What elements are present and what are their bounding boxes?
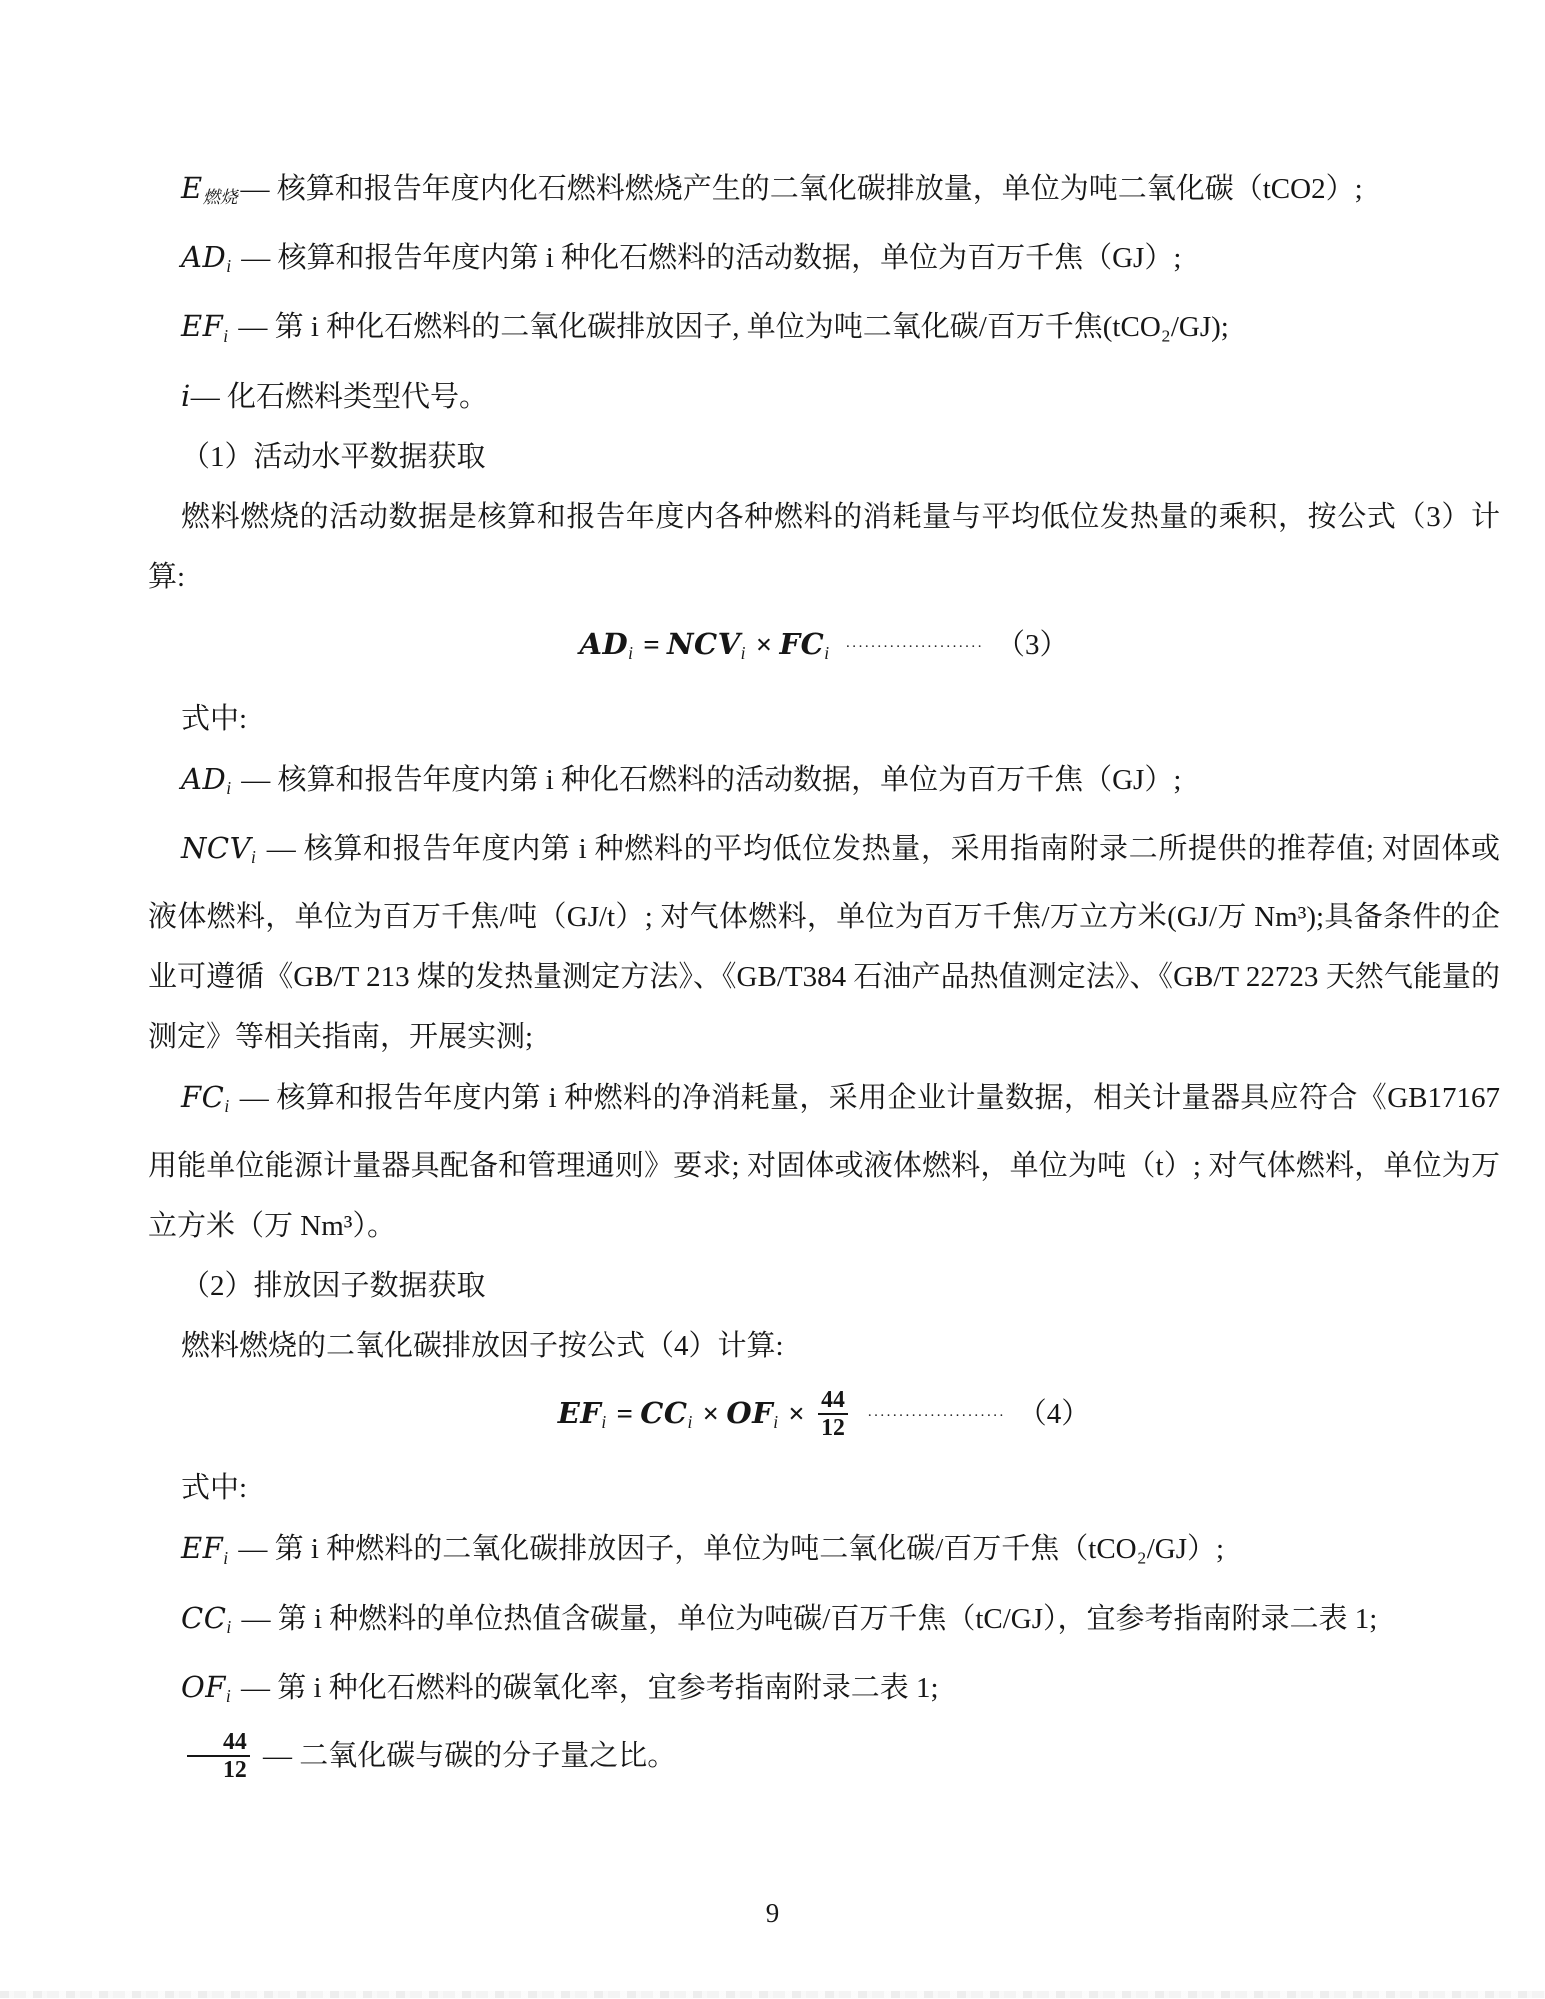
math-subscript: i — [226, 1616, 232, 1637]
text-run: （1）活动水平数据获取 — [181, 440, 486, 473]
fraction-numerator: 44 — [821, 1387, 845, 1414]
fraction — [818, 1387, 848, 1441]
formula-line — [148, 607, 1500, 689]
math-variable: AD — [579, 626, 629, 661]
math-operator: × — [781, 1398, 813, 1431]
math-variable: NCV — [181, 830, 252, 865]
text-run: — 核算和报告年度内第 i 种燃料的平均低位发热量，采用指南附录二所提供的推荐值; 对固体或液体燃料，单位为百万千焦/吨（GJ/t）; 对气体燃料，单位为百万千焦/万立方米(GJ/万 Nm³);具备条件的企业可遵循《GB/T 213 煤的发热量测定方法》、《GB/T384 石油产品热值测定法》、《GB/T 22723 天然气能量的测定》等相关指南，开展实测; — [148, 832, 1500, 1054]
math-subscript: i — [740, 642, 746, 663]
fraction-denominator: 12 — [187, 1755, 250, 1783]
paragraph — [148, 487, 1500, 607]
paragraph — [148, 427, 1500, 487]
math-variable: CC — [640, 1396, 688, 1431]
math-subscript: 燃烧 — [202, 187, 238, 208]
paragraph — [148, 1588, 1500, 1657]
math-variable: NCV — [667, 626, 741, 661]
dot-leader: ...................... — [846, 634, 984, 651]
text-run: （3） — [995, 628, 1069, 661]
paragraph — [148, 1256, 1500, 1316]
math-variable: EF — [557, 1396, 602, 1431]
text-run: — 第 i 种燃料的单位热值含碳量，单位为吨碳/百万千焦（tC/GJ），宜参考指南附录二表 1; — [234, 1602, 1378, 1635]
math-subscript: i — [773, 1412, 779, 1433]
paragraph — [148, 366, 1500, 427]
math-variable: CC — [181, 1600, 227, 1635]
text-run: — 第 i 种化石燃料的碳氧化率，宜参考指南附录二表 1; — [233, 1671, 939, 1704]
paragraph — [148, 1316, 1500, 1376]
math-operator: = — [636, 628, 668, 661]
text-run: 燃料燃烧的二氧化碳排放因子按公式（4）计算: — [181, 1330, 784, 1363]
paragraph — [148, 1518, 1500, 1587]
math-variable: EF — [181, 1531, 224, 1566]
math-variable: i — [181, 378, 191, 413]
fraction — [187, 1729, 250, 1783]
math-subscript: i — [226, 777, 232, 798]
math-variable: FC — [779, 626, 825, 661]
math-operator: × — [748, 628, 780, 661]
text-run: — 核算和报告年度内第 i 种燃料的净消耗量，采用企业计量数据，相关计量器具应符合《GB17167 用能单位能源计量器具配备和管理通则》要求; 对固体或液体燃料，单位为吨（t）; 对气体燃料，单位为万立方米（万 Nm³）。 — [148, 1082, 1500, 1243]
math-operator: = — [609, 1398, 641, 1431]
text-run: — 核算和报告年度内化石燃料燃烧产生的二氧化碳排放量，单位为吨二氧化碳（tCO2）; — [240, 173, 1363, 205]
math-variable: AD — [181, 761, 227, 796]
text-run: — 核算和报告年度内第 i 种化石燃料的活动数据，单位为百万千焦（GJ）; — [234, 242, 1182, 275]
math-subscript: i — [224, 1096, 230, 1117]
document-body — [148, 158, 1500, 1786]
math-variable: OF — [726, 1396, 774, 1431]
math-variable: AD — [181, 240, 227, 275]
page-number: 9 — [765, 1898, 780, 1928]
fraction-denominator: 12 — [818, 1413, 848, 1441]
math-subscript: i — [225, 1685, 231, 1706]
text-run: （4） — [1017, 1398, 1091, 1431]
paragraph — [148, 1067, 1500, 1256]
text-run: （2）排放因子数据获取 — [181, 1270, 486, 1303]
paragraph — [148, 689, 1500, 749]
math-subscript: i — [824, 642, 830, 663]
paragraph — [148, 749, 1500, 818]
math-subscript: i — [601, 1412, 607, 1433]
math-variable: FC — [181, 1080, 225, 1115]
text-run: — 第 i 种燃料的二氧化碳排放因子，单位为吨二氧化碳/百万千焦（tCO₂/GJ）; — [231, 1533, 1225, 1566]
text-run: 燃料燃烧的活动数据是核算和报告年度内各种燃料的消耗量与平均低位发热量的乘积，按公式（3）计算: — [148, 500, 1500, 593]
text-run: — 化石燃料类型代号。 — [190, 380, 489, 413]
math-subscript: i — [226, 256, 232, 277]
paragraph — [148, 1458, 1500, 1518]
math-subscript: i — [223, 1547, 229, 1568]
math-subscript: i — [223, 325, 229, 346]
math-variable: OF — [181, 1669, 226, 1704]
math-variable: E — [181, 171, 203, 205]
paragraph — [148, 1726, 1500, 1786]
text-run: 式中: — [181, 702, 248, 735]
math-variable: EF — [181, 309, 224, 344]
math-subscript: i — [251, 847, 256, 868]
text-run: — 核算和报告年度内第 i 种化石燃料的活动数据，单位为百万千焦（GJ）; — [234, 763, 1182, 796]
paragraph — [148, 296, 1500, 365]
text-run: — 二氧化碳与碳的分子量之比。 — [255, 1739, 677, 1772]
text-run: 式中: — [181, 1472, 248, 1505]
math-operator: × — [695, 1398, 727, 1431]
text-run: — 第 i 种化石燃料的二氧化碳排放因子, 单位为吨二氧化碳/百万千焦(tCO₂/GJ); — [231, 311, 1229, 344]
paragraph — [148, 227, 1500, 296]
formula-line — [148, 1376, 1500, 1458]
paragraph — [148, 818, 1500, 1067]
dot-leader: ...................... — [867, 1404, 1006, 1421]
paragraph — [148, 1657, 1500, 1726]
fraction-numerator: 44 — [223, 1729, 247, 1756]
scan-artifact-strip — [0, 1991, 1545, 1998]
paragraph — [148, 158, 1500, 227]
math-subscript: i — [628, 642, 634, 663]
math-subscript: i — [687, 1412, 693, 1433]
